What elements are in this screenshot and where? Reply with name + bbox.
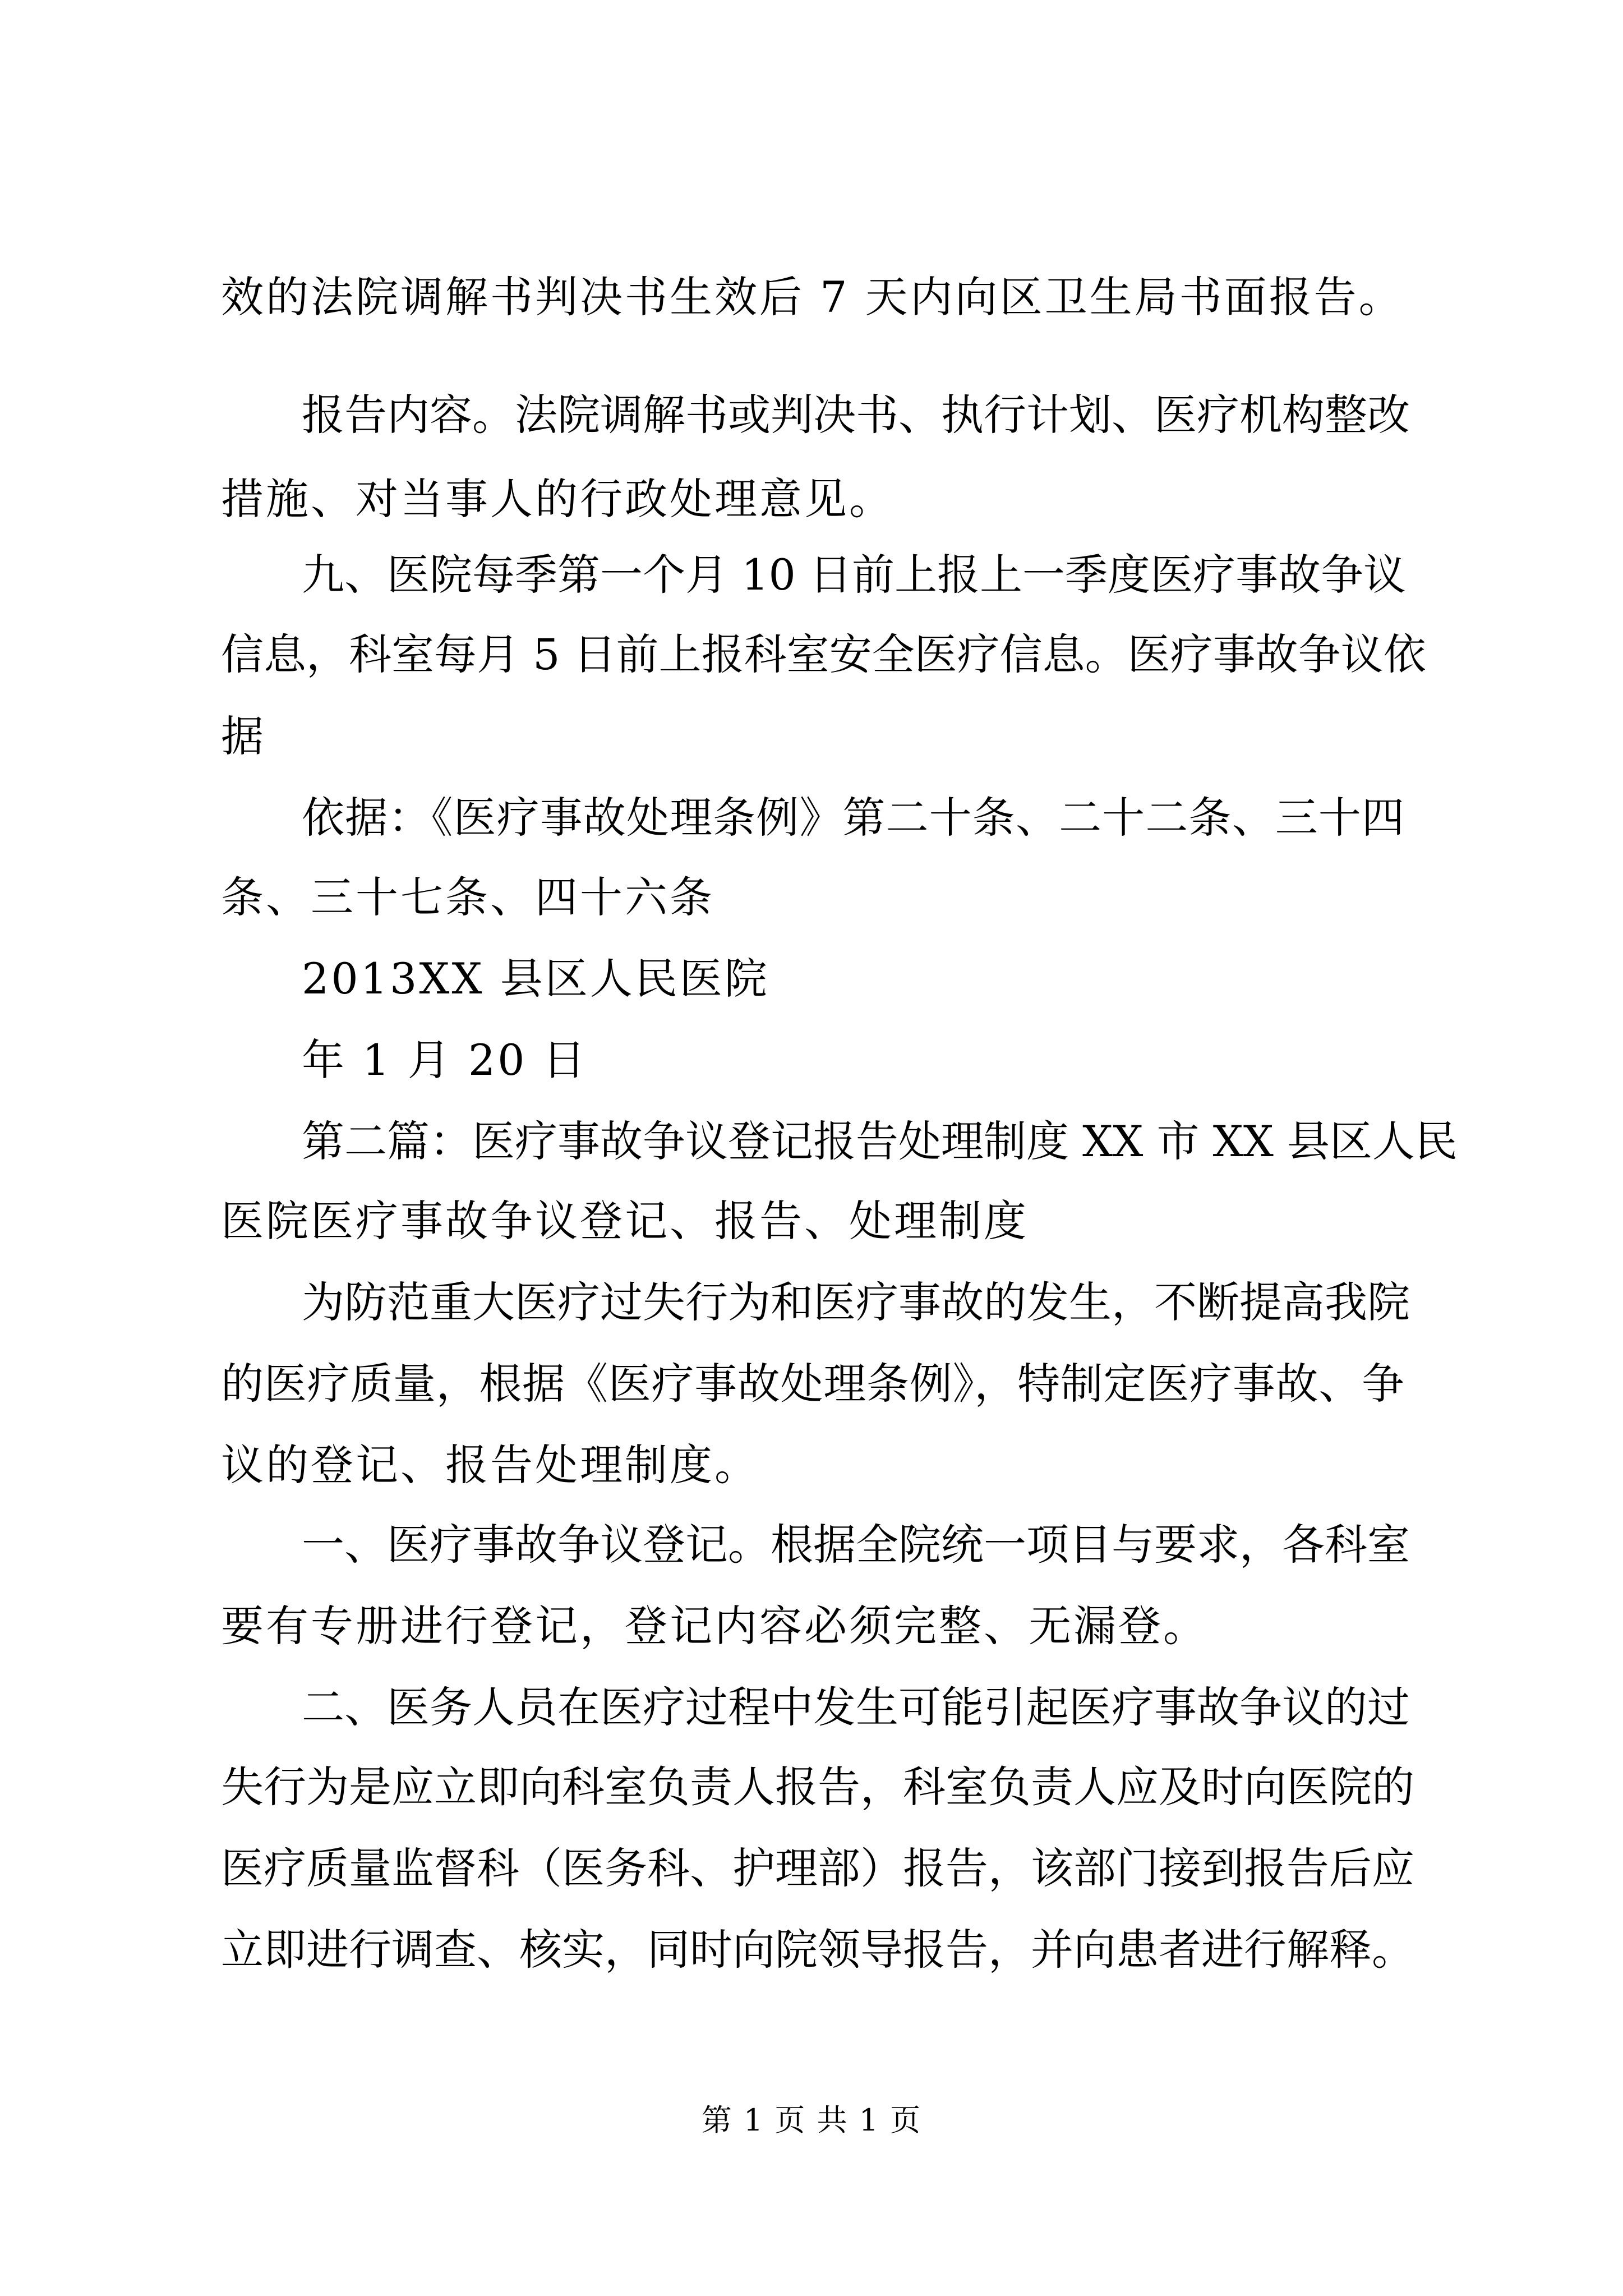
text-line: 效的法院调解书判决书生效后 7 天内向区卫生局书面报告。 [221,272,1404,322]
text-line: 立即进行调查、核实，同时向院领导报告，并向患者进行解释。 [221,1925,1414,1975]
text-line: 要有专册进行登记，登记内容必须完整、无漏登。 [221,1601,1208,1651]
text-line: 九、医院每季第一个月 10 日前上报上一季度医疗事故争议 [302,550,1407,600]
text-line: 信息，科室每月 5 日前上报科室安全医疗信息。医疗事故争议依 [221,629,1426,679]
text-line: 依据：《医疗事故处理条例》第二十条、二十二条、三十四 [302,793,1404,843]
text-line: 的医疗质量，根据《医疗事故处理条例》，特制定医疗事故、争 [221,1359,1404,1409]
text-line: 第二篇：医疗事故争议登记报告处理制度 XX 市 XX 县区人民 [302,1116,1458,1166]
text-line: 一、医疗事故争议登记。根据全院统一项目与要求，各科室 [302,1520,1410,1570]
text-line: 措施、对当事人的行政处理意见。 [221,474,894,524]
text-line: 失行为是应立即向科室负责人报告，科室负责人应及时向医院的 [221,1762,1414,1812]
text-line: 为防范重大医疗过失行为和医疗事故的发生，不断提高我院 [302,1277,1410,1327]
text-line: 年 1 月 20 日 [302,1035,588,1085]
text-line: 二、医务人员在医疗过程中发生可能引起医疗事故争议的过 [302,1682,1410,1732]
text-line: 报告内容。法院调解书或判决书、执行计划、医疗机构整改 [302,390,1410,440]
text-line: 条、三十七条、四十六条 [221,872,714,922]
text-line: 议的登记、报告处理制度。 [221,1440,759,1490]
text-line: 医疗质量监督科（医务科、护理部）报告，该部门接到报告后应 [221,1843,1414,1893]
page-number: 第 1 页 共 1 页 [701,2102,922,2138]
text-line: 据 [221,711,266,761]
text-line: 医院医疗事故争议登记、报告、处理制度 [221,1196,1029,1246]
text-line: 2013XX 县区人民医院 [302,954,769,1004]
